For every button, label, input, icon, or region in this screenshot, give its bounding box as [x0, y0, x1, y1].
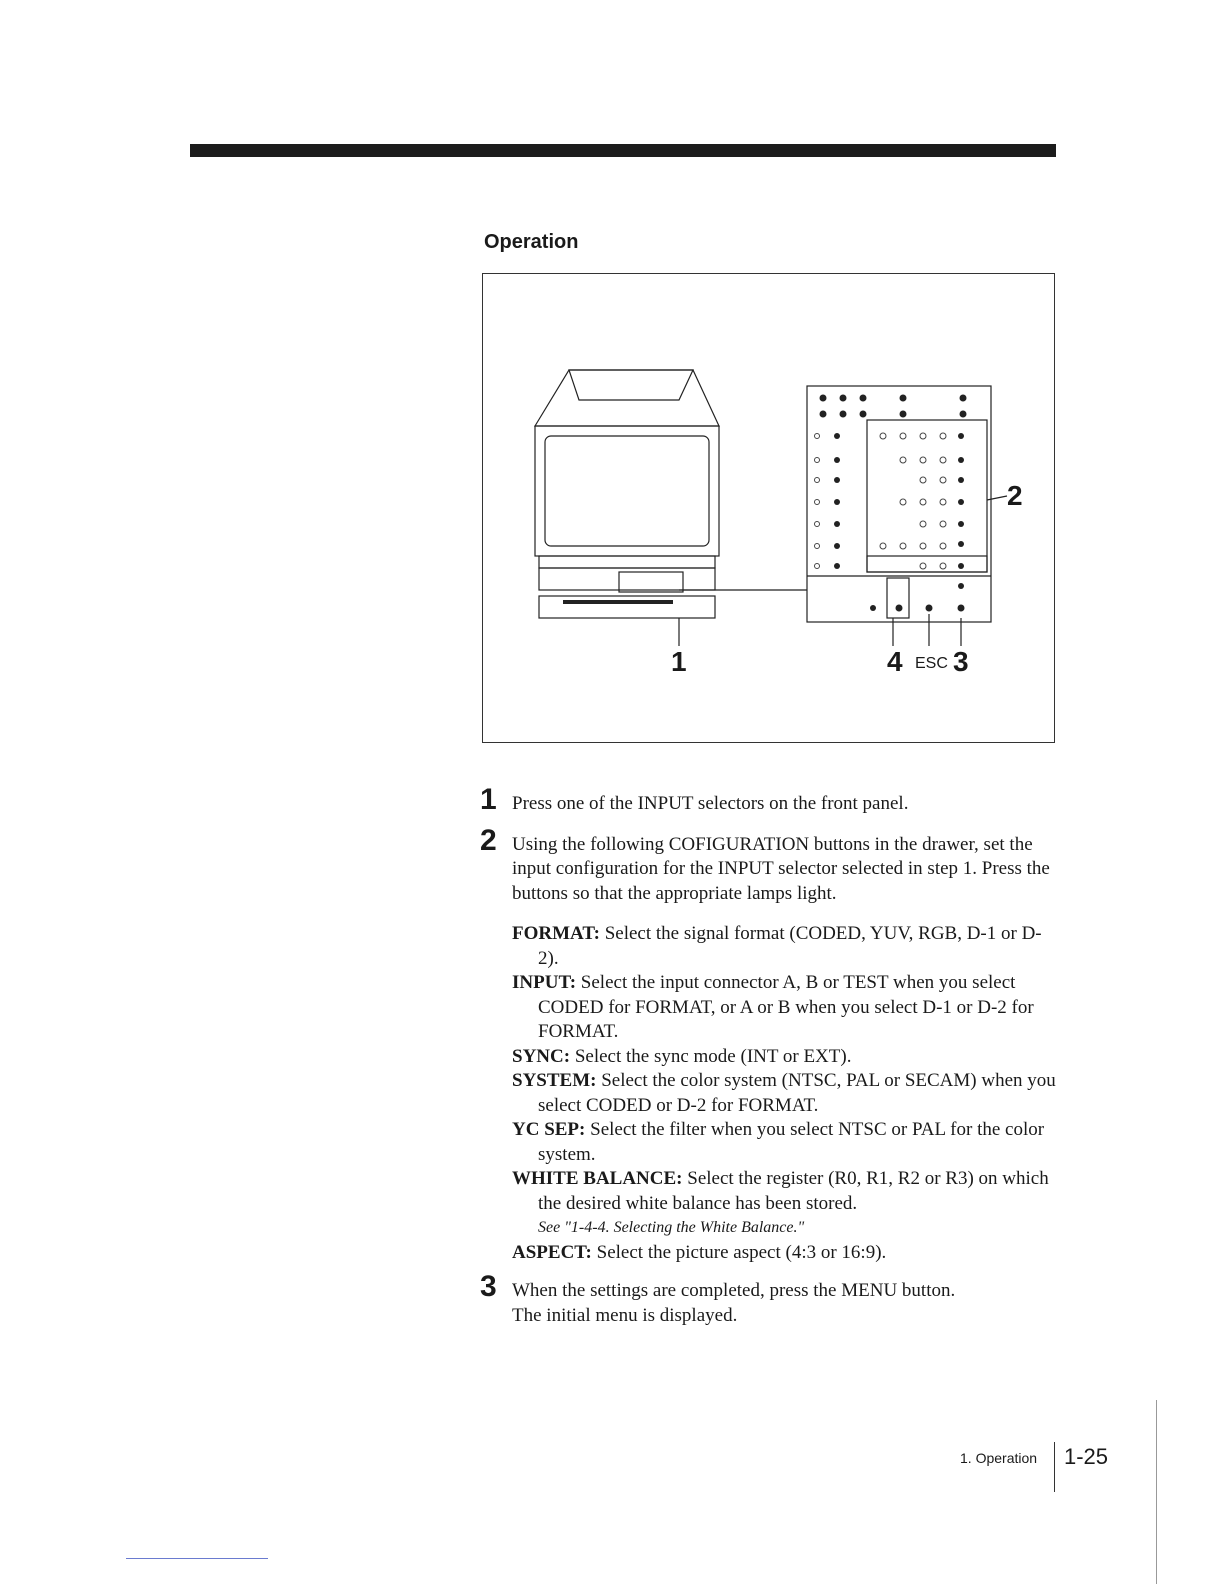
see-note: See "1-4-4. Selecting the White Balance." — [538, 1219, 805, 1236]
callout-2: 2 — [1007, 480, 1023, 511]
page-number: 1-25 — [1064, 1444, 1109, 1469]
step-1 — [480, 783, 1060, 817]
callout-1: 1 — [671, 646, 687, 677]
definition-input: INPUT: Select the input connector A, B or TEST when you select CODED for FORMAT, or A or B when you select D-1 or D-2 for FORMAT. — [512, 972, 1034, 1042]
definition-yc-sep: YC SEP: Select the filter when you select NTSC or PAL for the color system. — [512, 1119, 1045, 1165]
figure-frame — [482, 273, 1055, 743]
step-number: 3 — [480, 1270, 497, 1303]
step-3 — [480, 1270, 1060, 1328]
step-2 — [480, 823, 1060, 907]
section-title: Operation — [484, 231, 579, 253]
monitor-illustration — [483, 274, 1056, 744]
callout-4: 4 — [887, 646, 903, 677]
definition-format: FORMAT: Select the signal format (CODED, YUV, RGB, D-1 or D-2). — [512, 923, 1042, 969]
footer-divider — [1054, 1442, 1055, 1492]
step-text: Press one of the INPUT selectors on the front panel. — [512, 793, 909, 814]
instruction-steps — [480, 783, 1060, 1344]
callout-3: 3 — [953, 646, 969, 677]
margin-rule — [1156, 1400, 1157, 1584]
definition-system: SYSTEM: Select the color system (NTSC, PAL or SECAM) when you select CODED or D-2 for FORMAT. — [512, 1070, 1056, 1116]
bottom-rule — [126, 1558, 268, 1559]
footer-section: 1. Operation — [960, 1450, 1038, 1466]
step-number: 1 — [480, 783, 497, 816]
configuration-definitions — [480, 922, 1060, 1265]
definition-white-balance: WHITE BALANCE: Select the register (R0, R1, R2 or R3) on which the desired white balance has been stored. — [512, 1168, 1049, 1214]
definition-sync: SYNC: Select the sync mode (INT or EXT). — [512, 1045, 852, 1067]
step-text: The initial menu is displayed. — [512, 1304, 738, 1326]
step-text: When the settings are completed, press the MENU button. — [512, 1280, 956, 1301]
callout-esc: ESC — [915, 655, 948, 672]
header-bar — [190, 144, 1056, 157]
step-text: Using the following COFIGURATION buttons in the drawer, set the input configuration for the INPUT selector selected in step 1. Press the buttons so that the appropriate lamps light. — [512, 833, 1050, 904]
definition-aspect: ASPECT: Select the picture aspect (4:3 or 16:9). — [512, 1241, 887, 1263]
step-number: 2 — [480, 823, 497, 857]
